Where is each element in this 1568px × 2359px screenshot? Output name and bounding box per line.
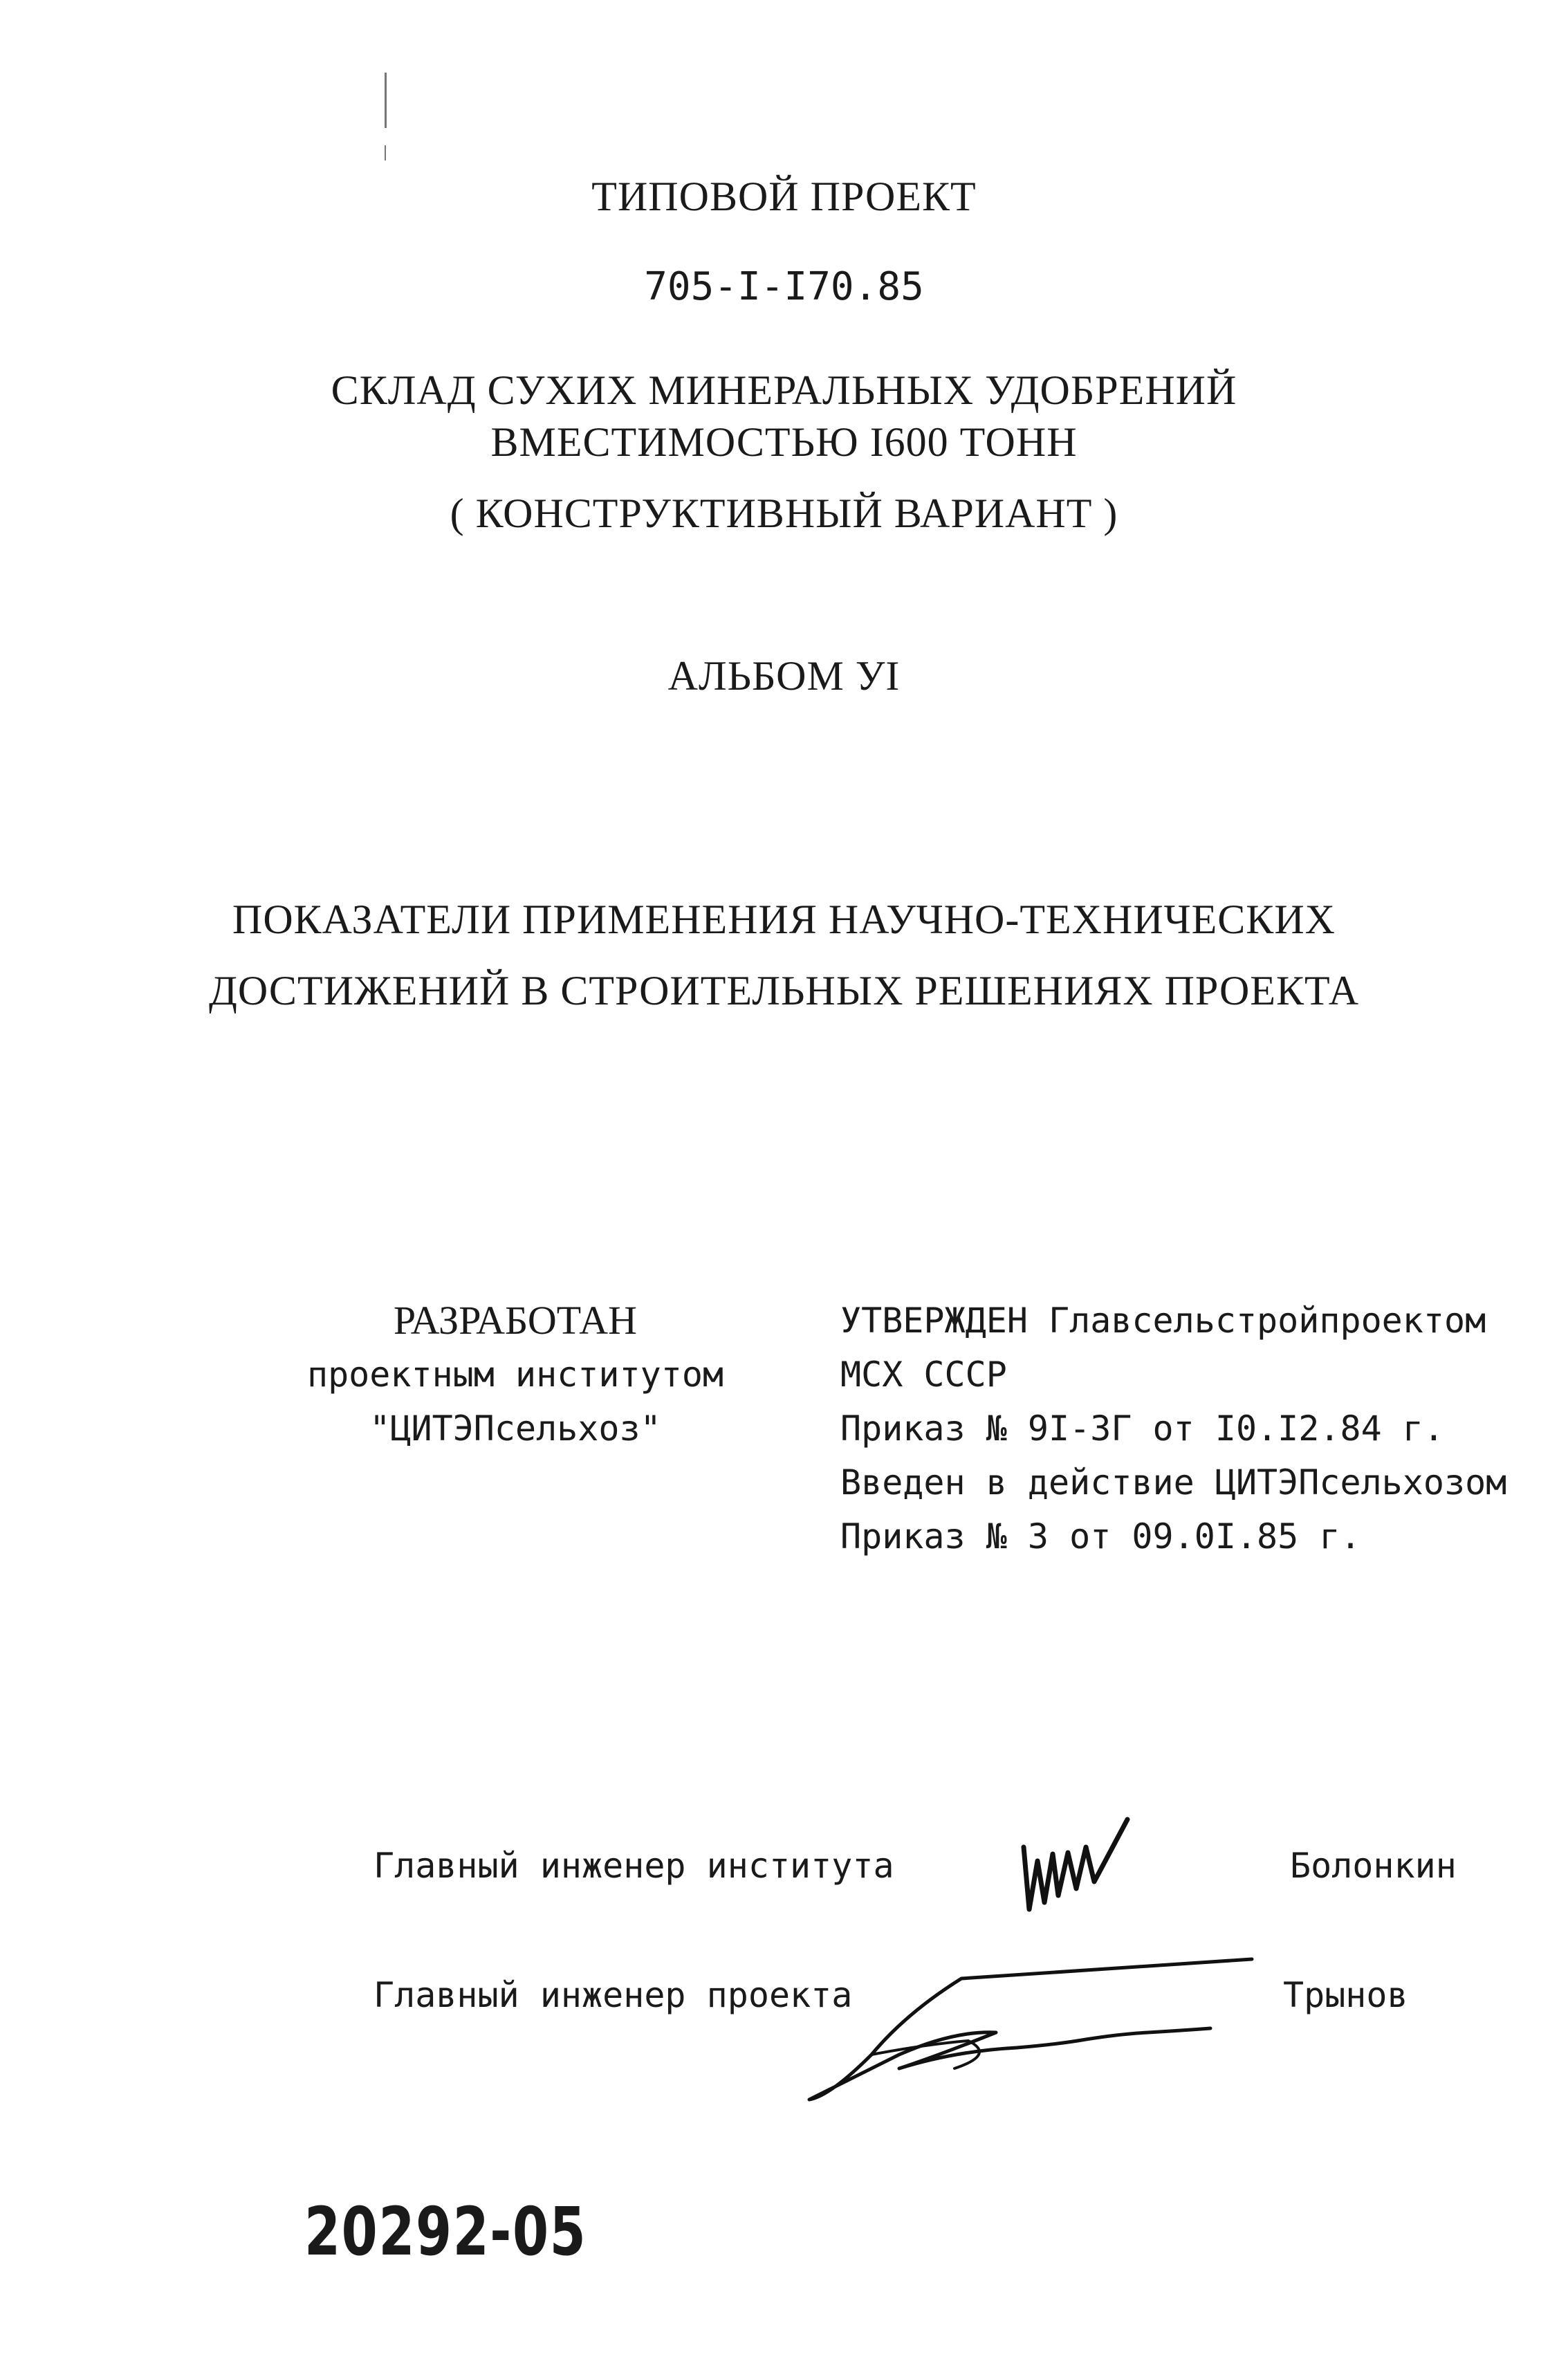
approved-ministry: МСХ СССР (840, 1355, 1007, 1395)
doc-type: ТИПОВОЙ ПРОЕКТ (591, 174, 977, 219)
chief-institute-name: Болонкин (1290, 1846, 1457, 1886)
chief-project-name: Трынов (1283, 1975, 1408, 2015)
developed-institute-name: "ЦИТЭПсельхоз" (369, 1408, 661, 1449)
enacted-order: Приказ № 3 от 09.0I.85 г. (840, 1516, 1361, 1557)
margin-mark (385, 145, 386, 160)
title-line-2: ВМЕСТИМОСТЬЮ I600 ТОНН (490, 419, 1078, 465)
enacted-by: Введен в действие ЦИТЭПсельхозом (840, 1462, 1507, 1503)
approved-block (840, 1294, 1506, 1563)
approved-by: УТВЕРЖДЕН Главсельстройпроектом (840, 1301, 1486, 1341)
margin-mark (385, 73, 387, 128)
approved-order: Приказ № 9I-ЗГ от I0.I2.84 г. (840, 1408, 1444, 1449)
project-number: 705-I-I70.85 (644, 264, 924, 309)
signature-chief-institute (1017, 1806, 1155, 1930)
chief-project-role: Главный инженер проекта (373, 1975, 853, 2015)
developed-block (290, 1294, 740, 1456)
title-line-3: ( КОНСТРУКТИВНЫЙ ВАРИАНТ ) (450, 490, 1118, 536)
developed-institute-type: проектным институтом (306, 1355, 724, 1395)
chief-institute-role: Главный инженер института (373, 1846, 894, 1886)
subject-line-2: ДОСТИЖЕНИЙ В СТРОИТЕЛЬНЫХ РЕШЕНИЯХ ПРОЕКТА (208, 968, 1360, 1013)
inventory-number: 20292-05 (304, 2193, 587, 2270)
subject-line-1: ПОКАЗАТЕЛИ ПРИМЕНЕНИЯ НАУЧНО-ТЕХНИЧЕСКИХ (232, 897, 1336, 942)
title-line-1: СКЛАД СУХИХ МИНЕРАЛЬНЫХ УДОБРЕНИЙ (331, 367, 1237, 413)
album-label: АЛЬБОМ УI (667, 653, 901, 699)
developed-label: РАЗРАБОТАН (393, 1298, 638, 1343)
signature-chief-project (788, 1951, 1273, 2110)
